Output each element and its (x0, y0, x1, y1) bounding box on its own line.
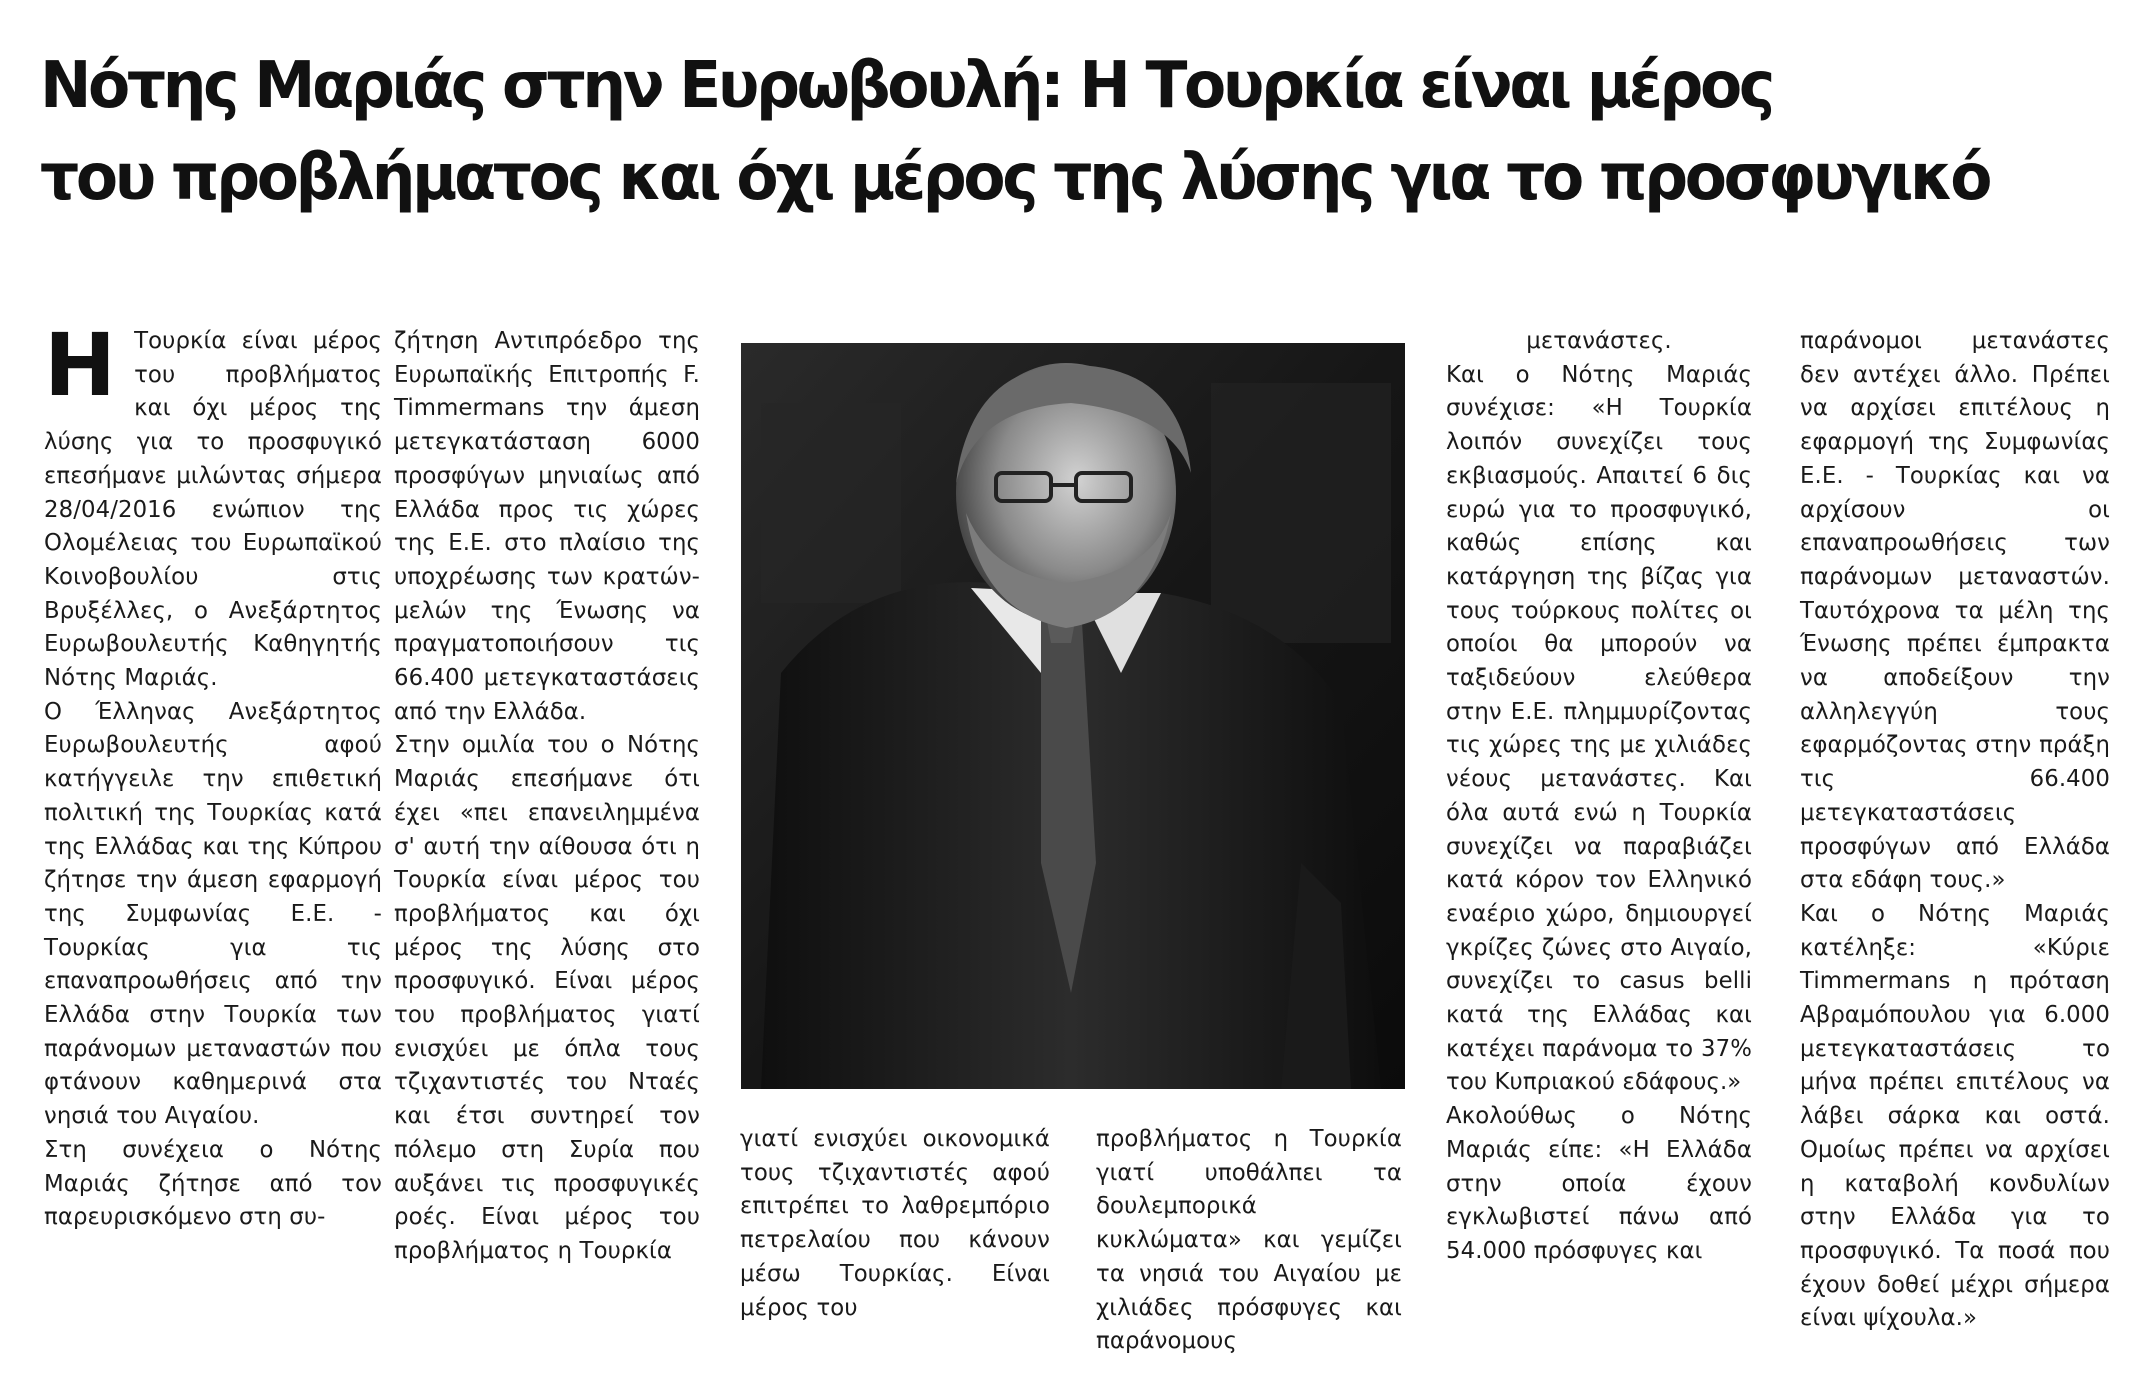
speaker-photo (741, 343, 1405, 1089)
paragraph: Ο Έλληνας Ανεξάρτητος Ευρωβουλευτής αφού κατήγγειλε την επιθετική πολιτική της Τουρκίας κατά της Ελλάδας και της Κύπρου ζήτησε την άμεση εφαρμογή της Συμφωνίας Ε.Ε. - Τουρκίας για τις επαναπροωθήσεις από την Ελλάδα στην Τουρκία των παράνομων μεταναστών που φτάνουν καθημερινά στα νησιά του Αιγαίου. (44, 698, 382, 1130)
paragraph: παράνομοι μετανάστες δεν αντέχει άλλο. Πρέπει να αρχίσει επιτέλους η εφαρμογή της Συμφωνίας Ε.Ε. - Τουρκίας και να αρχίσουν οι επαναπροωθήσεις των παράνομων μεταναστών. Ταυτόχρονα τα μέλη της Ένωσης πρέπει έμπρακτα να αποδείξουν την αλληλεγγύη τους εφαρμόζοντας στην πράξη τις 66.400 μετεγκαταστάσεις προσφύγων από Ελλάδα στα εδάφη τους.» (1800, 328, 2110, 894)
article-column-2 (394, 325, 700, 1269)
paragraph: γιατί ενισχύει οικονομικά τους τζιχαντιστές αφού επιτρέπει το λαθρεμπόριο πετρελαίου που κάνουν μέσω Τουρκίας. Είναι μέρος του (740, 1126, 1050, 1321)
article-column-6 (1800, 325, 2110, 1336)
paragraph: ζήτηση Αντιπρόεδρο της Ευρωπαϊκής Επιτροπής F. Timmermans την άμεση μετεγκατάσταση 6000 προσφύγων μηνιαίως από Ελλάδα προς τις χώρες της Ε.Ε. στο πλαίσιο της υποχρέωσης των κρατών-μελών της Ένωσης να πραγματοποιήσουν τις 66.400 μετεγκαταστάσεις από την Ελλάδα. (394, 328, 700, 725)
article-column-3 (740, 1123, 1050, 1325)
paragraph: Ακολούθως ο Νότης Μαριάς είπε: «Η Ελλάδα στην οποία έχουν εγκλωβιστεί πάνω από 54.000 πρόσφυγες και (1446, 1103, 1752, 1264)
headline-line-2: του προβλήματος και όχι μέρος της λύσης για το προσφυγικό (40, 141, 1990, 215)
article-column-1 (44, 316, 382, 1235)
article-column-4 (1096, 1123, 1402, 1359)
article-column-5 (1446, 325, 1752, 1269)
headline (40, 40, 2037, 224)
paragraph-text: Τουρκία είναι μέρος του προβλήματος και όχι μέρος της λύσης για το προσφυγικό επεσήμανε μιλώντας σήμερα 28/04/2016 ενώπιον της Ολομέλειας του Ευρωπαϊκού Κοινοβουλίου στις Βρυξέλλες, ο Ανεξάρτητος Ευρωβουλευτής Καθηγητής Νότης Μαριάς. (44, 328, 382, 692)
headline-line-1: Νότης Μαριάς στην Ευρωβουλή: Η Τουρκία είναι μέρος (40, 49, 1772, 123)
paragraph: Στην ομιλία του ο Νότης Μαριάς επεσήμανε ότι έχει «πει επανειλημμένα σ' αυτή την αίθουσα ότι η Τουρκία είναι μέρος του προβλήματος και όχι μέρος της λύσης στο προσφυγικό. Είναι μέρος του προβλήματος γιατί ενισχύει με όπλα τους τζιχαντιστές του Νταές και έτσι συντηρεί τον πόλεμο στη Συρία που αυξάνει τις προσφυγικές ροές. Είναι μέρος του προβλήματος η Τουρκία (394, 732, 700, 1264)
paragraph: μετανάστες. (1526, 328, 1672, 354)
paragraph: Στη συνέχεια ο Νότης Μαριάς ζήτησε από τον παρευρισκόμενο στη συ- (44, 1136, 382, 1231)
paragraph (44, 316, 382, 696)
paragraph: προβλήματος η Τουρκία γιατί υποθάλπει τα δουλεμπορικά κυκλώματα» και γεμίζει τα νησιά του Αιγαίου με χιλιάδες πρόσφυγες και παράνομους (1096, 1126, 1402, 1355)
paragraph: Και ο Νότης Μαριάς συνέχισε: «Η Τουρκία λοιπόν συνεχίζει τους εκβιασμούς. Απαιτεί 6 δις ευρώ για το προσφυγικό, καθώς επίσης και κατάργηση της βίζας για τους τούρκους πολίτες οι οποίοι θα μπορούν να ταξιδεύουν ελεύθερα στην Ε.Ε. πλημμυρίζοντας τις χώρες της με χιλιάδες νέους μετανάστες. Και όλα αυτά ενώ η Τουρκία συνεχίζει να παραβιάζει κατά κόρον τον Ελληνικό εναέριο χώρο, δημιουργεί γκρίζες ζώνες στο Αιγαίο, συνεχίζει το casus belli κατά της Ελλάδας και κατέχει παράνομα το 37% του Κυπριακού εδάφους.» (1446, 361, 1752, 1096)
paragraph: Και ο Νότης Μαριάς κατέληξε: «Κύριε Timmermans η πρόταση Αβραμόπουλου για 6.000 μετεγκαταστάσεις το μήνα πρέπει επιτέλους να λάβει σάρκα και οστά. Ομοίως πρέπει να αρχίσει η καταβολή κονδυλίων στην Ελλάδα για το προσφυγικό. Τα ποσά που έχουν δοθεί μέχρι σήμερα είναι ψίχουλα.» (1800, 900, 2110, 1332)
drop-cap: Η (44, 316, 117, 416)
